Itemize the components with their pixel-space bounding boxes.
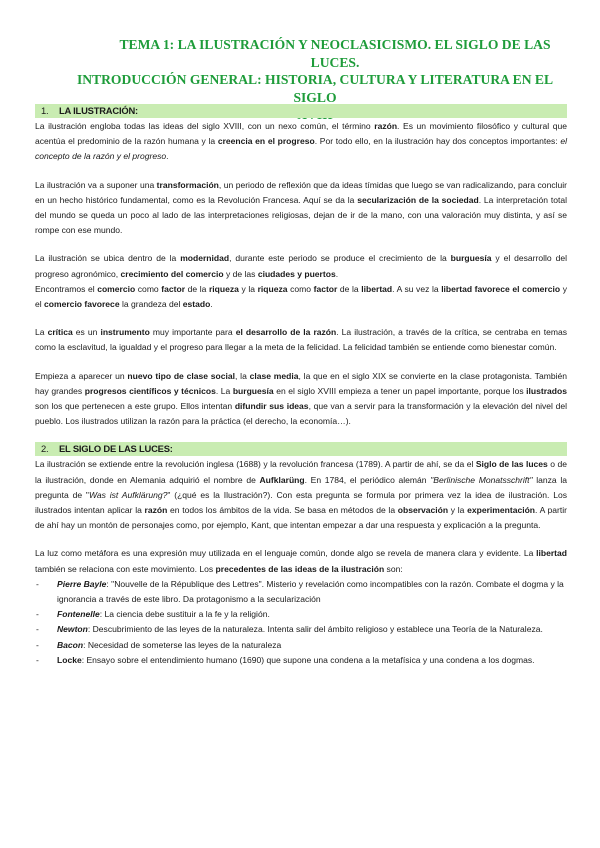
bold-text: burguesía (232, 385, 274, 396)
paragraph: La crítica es un instrumento muy importante para el desarrollo de la razón. La ilustración, a través de la crítica, se centraba en temas como la esclavitud, la igualdad y el progreso para llegar a la meta de la felicidad. La felicidad también se entiende como bienestar común. (35, 327, 567, 353)
bold-text: transformación (156, 179, 219, 190)
section-number: 2. (41, 443, 49, 455)
bold-text: experimentación (467, 505, 536, 516)
bold-text: creencia en el progreso (217, 136, 315, 147)
bold-text: precedentes de las ideas de la ilustración (215, 563, 385, 574)
list-item: - Locke: Ensayo sobre el entendimiento humano (1690) que supone una condena a la metafísica y una condena a los dogmas. (35, 653, 567, 668)
bold-text: crecimiento del comercio (120, 268, 224, 279)
bold-italic-text: Fontenelle (57, 609, 100, 620)
bold-text: progresos científicos y técnicos (84, 385, 216, 396)
bold-text: factor (161, 283, 186, 294)
bold-text: crítica (47, 327, 73, 338)
bold-text: libertad favorece el comercio (441, 283, 561, 294)
bold-text: Locke (57, 654, 82, 665)
bold-text: secularización de la sociedad (357, 194, 479, 205)
bold-text: comercio (97, 283, 136, 294)
list-item: - Fontenelle: La ciencia debe sustituir a la fe y la religión. (35, 607, 567, 622)
title-line-2: INTRODUCCIÓN GENERAL: HISTORIA, CULTURA Y LITERATURA EN EL SIGLO (76, 72, 554, 105)
bold-text: clase media (249, 370, 299, 381)
bold-text: libertad (361, 283, 393, 294)
italic-text: "Berlinische Monatsschrift" (430, 474, 533, 485)
bold-text: burguesía (450, 253, 492, 264)
bold-text: Aufklarüng (259, 474, 305, 485)
bold-text: libertad (536, 548, 567, 559)
bold-text: razón (144, 505, 168, 516)
document-body (35, 104, 567, 668)
section-heading-siglo-luces (35, 442, 567, 456)
section-heading-ilustracion (35, 104, 567, 118)
section-heading-text: EL SIGLO DE LAS LUCES: (59, 443, 173, 455)
bold-text: modernidad (180, 253, 230, 264)
precedents-list (35, 577, 567, 668)
list-item: - Newton: Descubrimiento de las leyes de la naturaleza. Intenta salir del ámbito religioso y establece una Teoría de la Naturaleza. (35, 622, 567, 637)
bold-text: difundir sus ideas (234, 401, 309, 412)
bold-text: Siglo de las luces (475, 459, 548, 470)
bold-italic-text: Pierre Bayle (57, 578, 107, 589)
bold-text: razón (374, 121, 398, 131)
list-item: - Pierre Bayle: "Nouvelle de la République des Lettres". Misterio y revelación como incompatibles con la razón. Combate el dogma y la ignorancia a través de este libro. Da protagonismo a la secularización (35, 577, 567, 607)
bold-italic-text: Newton (57, 624, 88, 635)
bold-text: ilustrados (526, 385, 567, 396)
bold-text: riqueza (257, 283, 288, 294)
paragraph: Empieza a aparecer un nuevo tipo de clase social, la clase media, la que en el siglo XIX se convierte en la clase protagonista. También hay grandes progresos científicos y técnicos. La burguesía en el siglo XVIII empieza a tener un papel importante, porque los ilustrados son los que pertenecen a este grupo. Ellos intentan difundir sus ideas, que van a servir para la transformación y la elevación del nivel del pueblo. Los ilustrados utilizan la razón para la práctica (el derecho, la economía…). (35, 370, 567, 427)
bold-text: observación (397, 505, 449, 516)
italic-text: el concepto de la razón y el progreso (35, 136, 567, 162)
paragraph: La luz como metáfora es una expresión muy utilizada en el lenguaje común, donde algo se revela de manera clara y evidente. La libertad también se relaciona con este movimiento. Los precedentes de las ideas de la ilustración son: (35, 548, 567, 574)
bold-text: ciudades y puertos (257, 268, 336, 279)
paragraph: La ilustración se ubica dentro de la modernidad, durante este periodo se produce el crecimiento de la burguesía y el desarrollo del progreso agronómico, crecimiento del comercio y de las ciudades y puertos. (35, 253, 567, 279)
title-line-1: TEMA 1: LA ILUSTRACIÓN Y NEOCLASICISMO. EL SIGLO DE LAS LUCES. (119, 37, 551, 70)
paragraph: La ilustración se extiende entre la revolución inglesa (1688) y la revolución francesa (1789). A partir de ahí, se da el Siglo de las luces o de la ilustración, donde en Alemania adquirió el nombre de Aufklarüng. En 1784, el periódico alemán "Berlinische Monatsschrift" lanza la pregunta de "Was ist Aufklärung?" (¿qué es la Ilustración?). Con esta pregunta se formula por primera vez la idea de ilustración. Los ilustrados intentan aplicar la razón en todos los ámbitos de la vida. Se basa en métodos de la observación y la experimentación. A partir de ahí hay un montón de personajes como, por ejemplo, Kant, que intentan empezar a dar una respuesta y explicación a la pregunta. (35, 459, 568, 531)
paragraph: La ilustración engloba todas las ideas del siglo XVIII, con un nexo común, el término razón. Es un movimiento filosófico y cultural que acentúa el predominio de la razón humana y la creencia en el progreso. Por todo ello, en la ilustración hay dos conceptos importantes: el concepto de la razón y el progreso. (35, 121, 567, 162)
paragraph: La ilustración va a suponer una transformación, un periodo de reflexión que da ideas tímidas que luego se van radicalizando, para concluir en un hecho histórico fundamental, como es la Revolución Francesa. Aquí se da la secularización de la sociedad. La interpretación total del mundo se queda un poco al lado de las interpretaciones religiosas, dejan de ir de la mano, con una valoración muy distinta, y así se rompe con ese mundo. (35, 179, 568, 236)
section-heading-text: LA ILUSTRACIÓN: (59, 105, 138, 116)
bold-text: factor (313, 283, 338, 294)
bold-text: instrumento (100, 327, 150, 338)
bold-text: nuevo tipo de clase social (127, 370, 236, 381)
bold-italic-text: Bacon (57, 639, 84, 650)
bold-text: riqueza (208, 283, 239, 294)
bold-text: comercio favorece (44, 299, 120, 310)
italic-text: Was ist Aufklärung? (88, 489, 168, 500)
bold-text: estado (182, 299, 211, 310)
paragraph: Encontramos el comercio como factor de la riqueza y la riqueza como factor de la libertad. A su vez la libertad favorece el comercio y el comercio favorece la grandeza del estado. (35, 283, 567, 310)
section-number: 1. (41, 105, 49, 116)
bold-text: el desarrollo de la razón (235, 327, 337, 338)
list-item: - Bacon: Necesidad de someterse las leyes de la naturaleza (35, 638, 567, 653)
